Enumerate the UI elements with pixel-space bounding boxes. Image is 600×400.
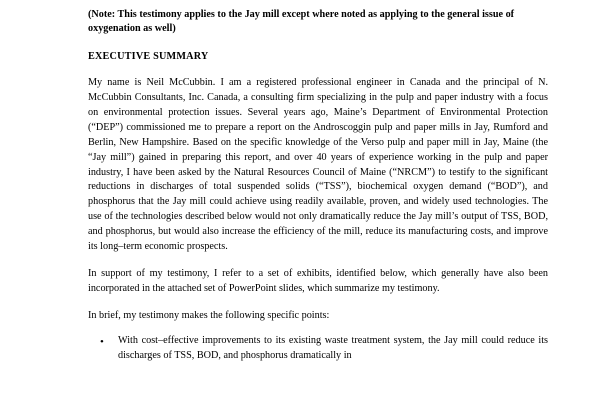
list-item <box>88 334 548 364</box>
section-heading-executive-summary: EXECUTIVE SUMMARY <box>88 50 209 62</box>
summary-points-list <box>88 334 548 364</box>
body-paragraph-1: My name is Neil McCubbin. I am a registered professional engineer in Canada and the principal of N. McCubbin Consultants, Inc. Canada, a consulting firm specializing in the pulp and paper industry with a focus on environmental protection issues. Several years ago, Maine’s Department of Environmental Protection (“DEP”) commissioned me to prepare a report on the Androscoggin pulp and paper mills in Jay, Rumford and Berlin, New Hampshire. Based on the specific knowledge of the Verso pulp and paper mill in Jay, Maine (the “Jay mill”) gained in preparing this report, and over 40 years of experience working in the pulp and paper industry, I have been asked by the Natural Resources Council of Maine (“NRCM”) to testify to the significant reductions in discharges of total suspended solids (“TSS”), biochemical oxygen demand (“BOD”), and phosphorus that the Jay mill could achieve using readily available, proven, and widely used technologies. The use of the technologies described below would not only dramatically reduce the Jay mill’s output of TSS, BOD, and phosphorus, but would also increase the efficiency of the mill, reduce its manufacturing costs, and improve its long–term economic prospects. <box>88 77 548 253</box>
body-paragraph-3: In brief, my testimony makes the following specific points: <box>88 309 330 321</box>
bullet-icon: • <box>100 335 104 348</box>
testimony-note: (Note: This testimony applies to the Jay mill except where noted as applying to the general issue of oxygenation as well) <box>88 9 515 35</box>
list-item-text: With cost–effective improvements to its existing waste treatment system, the Jay mill could reduce its discharges of TSS, BOD, and phosphorus dramatically in <box>118 334 548 361</box>
body-paragraph-2: In support of my testimony, I refer to a set of exhibits, identified below, which generally have also been incorporated in the attached set of PowerPoint slides, which summarize my testimony. <box>88 267 548 294</box>
